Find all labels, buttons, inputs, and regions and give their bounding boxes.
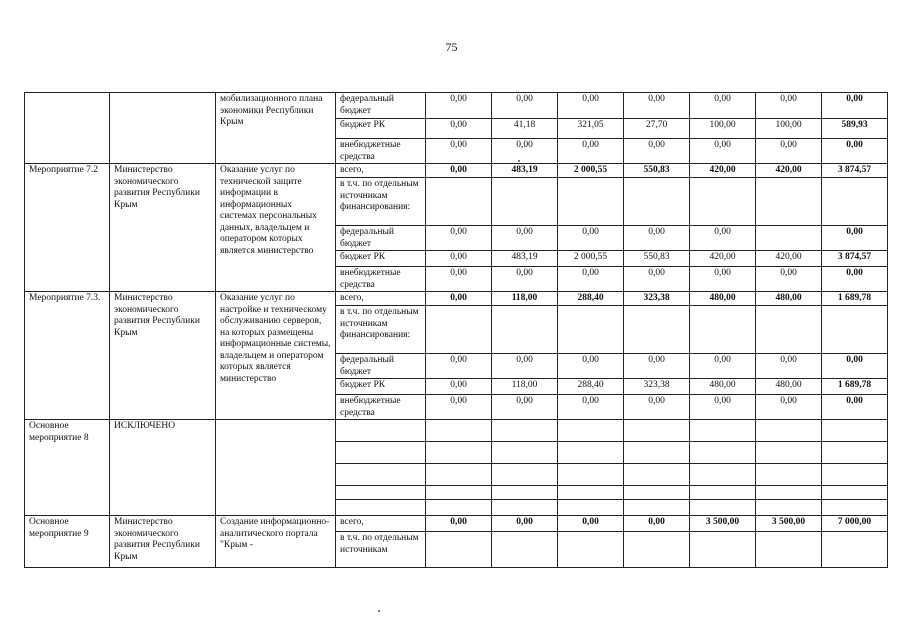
row-executor (110, 93, 216, 164)
value-cell (690, 464, 756, 486)
value-cell: 118,00 (492, 379, 558, 395)
budget-table (24, 92, 888, 568)
value-cell (558, 464, 624, 486)
value-cell (426, 486, 492, 500)
value-cell (756, 306, 822, 354)
table-row (25, 292, 888, 306)
value-cell (756, 442, 822, 464)
funding-source (336, 500, 426, 516)
table-body (25, 93, 888, 568)
value-cell: 480,00 (690, 292, 756, 306)
value-cell (558, 532, 624, 568)
table-row (25, 164, 888, 178)
value-cell: 0,00 (426, 395, 492, 420)
value-cell (624, 532, 690, 568)
value-cell (624, 500, 690, 516)
value-cell: 41,18 (492, 119, 558, 139)
row-code: Основное мероприятие 8 (25, 420, 110, 516)
value-cell: 0,00 (426, 354, 492, 379)
value-cell (492, 532, 558, 568)
scan-speck (378, 610, 380, 612)
value-cell (426, 532, 492, 568)
value-cell (558, 500, 624, 516)
value-cell: 420,00 (756, 251, 822, 267)
value-cell (822, 178, 888, 226)
value-cell: 0,00 (822, 139, 888, 164)
funding-source: федеральный бюджет (336, 93, 426, 119)
value-cell: 480,00 (690, 379, 756, 395)
value-cell (822, 420, 888, 442)
value-cell (756, 464, 822, 486)
funding-source: в т.ч. по отдельным источникам (336, 532, 426, 568)
value-cell (822, 464, 888, 486)
value-cell: 100,00 (756, 119, 822, 139)
value-cell (624, 486, 690, 500)
value-cell: 0,00 (558, 395, 624, 420)
value-cell: 0,00 (558, 354, 624, 379)
value-cell: 0,00 (492, 93, 558, 119)
value-cell: 0,00 (558, 267, 624, 292)
table-row (25, 516, 888, 532)
value-cell: 0,00 (492, 267, 558, 292)
value-cell: 1 689,78 (822, 379, 888, 395)
funding-source: всего, (336, 516, 426, 532)
value-cell (756, 532, 822, 568)
value-cell (624, 306, 690, 354)
value-cell (426, 442, 492, 464)
value-cell: 0,00 (492, 139, 558, 164)
value-cell: 0,00 (756, 395, 822, 420)
value-cell (558, 420, 624, 442)
value-cell: 0,00 (426, 139, 492, 164)
funding-source (336, 486, 426, 500)
value-cell (492, 442, 558, 464)
value-cell (690, 178, 756, 226)
value-cell (492, 464, 558, 486)
value-cell: 0,00 (756, 267, 822, 292)
value-cell: 0,00 (624, 395, 690, 420)
value-cell: 0,00 (690, 395, 756, 420)
row-name: Оказание услуг по технической защите информации в информационных системах персональных данных, владельцем и оператором которых является министерство (216, 164, 336, 292)
value-cell (690, 306, 756, 354)
value-cell (492, 486, 558, 500)
value-cell (624, 178, 690, 226)
funding-source: федеральный бюджет (336, 354, 426, 379)
value-cell (492, 178, 558, 226)
value-cell: 0,00 (426, 119, 492, 139)
funding-source: федеральный бюджет (336, 226, 426, 251)
value-cell: 0,00 (822, 267, 888, 292)
row-executor: ИСКЛЮЧЕНО (110, 420, 216, 516)
value-cell (756, 178, 822, 226)
value-cell (558, 306, 624, 354)
value-cell (690, 532, 756, 568)
value-cell: 100,00 (690, 119, 756, 139)
funding-source: всего, (336, 292, 426, 306)
value-cell (426, 500, 492, 516)
funding-source: бюджет РК (336, 251, 426, 267)
value-cell: 3 874,57 (822, 251, 888, 267)
value-cell: 0,00 (492, 354, 558, 379)
value-cell: 3 500,00 (756, 516, 822, 532)
funding-source: бюджет РК (336, 379, 426, 395)
value-cell: 0,00 (690, 93, 756, 119)
value-cell (624, 420, 690, 442)
row-name: Создание информационно-аналитического портала "Крым - (216, 516, 336, 568)
value-cell: 0,00 (426, 292, 492, 306)
funding-source: внебюджетные средства (336, 395, 426, 420)
table-row (25, 420, 888, 442)
value-cell: 0,00 (426, 164, 492, 178)
value-cell: 0,00 (624, 226, 690, 251)
value-cell: 27,70 (624, 119, 690, 139)
value-cell: 480,00 (756, 292, 822, 306)
value-cell: 0,00 (426, 516, 492, 532)
value-cell (624, 442, 690, 464)
row-executor: Министерство экономического развития Республики Крым (110, 516, 216, 568)
value-cell: 0,00 (426, 93, 492, 119)
funding-source (336, 442, 426, 464)
value-cell: 3 874,57 (822, 164, 888, 178)
value-cell: 118,00 (492, 292, 558, 306)
value-cell: 589,93 (822, 119, 888, 139)
value-cell: 0,00 (822, 395, 888, 420)
value-cell (558, 442, 624, 464)
row-name: мобилизационного плана экономики Республики Крым (216, 93, 336, 164)
value-cell: 0,00 (426, 226, 492, 251)
value-cell: 0,00 (426, 251, 492, 267)
value-cell: 0,00 (624, 267, 690, 292)
value-cell: 0,00 (756, 139, 822, 164)
row-executor: Министерство экономического развития Республики Крым (110, 292, 216, 420)
value-cell: 0,00 (624, 354, 690, 379)
row-code (25, 93, 110, 164)
funding-source (336, 464, 426, 486)
funding-source: всего, (336, 164, 426, 178)
value-cell: 0,00 (690, 267, 756, 292)
value-cell (426, 420, 492, 442)
value-cell: 0,00 (756, 93, 822, 119)
table-row (25, 93, 888, 119)
value-cell (690, 486, 756, 500)
funding-source: в т.ч. по отдельным источникам финансирования: (336, 178, 426, 226)
value-cell: 0,00 (756, 354, 822, 379)
value-cell: 0,00 (624, 516, 690, 532)
value-cell: 480,00 (756, 379, 822, 395)
value-cell: 0,00 (492, 395, 558, 420)
value-cell (822, 500, 888, 516)
value-cell (690, 500, 756, 516)
funding-source: внебюджетные средства (336, 139, 426, 164)
value-cell: 0,00 (624, 139, 690, 164)
funding-source: бюджет РК (336, 119, 426, 139)
value-cell (822, 442, 888, 464)
value-cell: 483,19 (492, 251, 558, 267)
value-cell (756, 420, 822, 442)
value-cell: 0,00 (426, 267, 492, 292)
value-cell (558, 486, 624, 500)
value-cell: 0,00 (822, 226, 888, 251)
row-name: Оказание услуг по настройке и техническому обслуживанию серверов, на которых размещены информационные системы, владельцем и оператором которых является министерство (216, 292, 336, 420)
value-cell: 420,00 (690, 251, 756, 267)
value-cell (756, 486, 822, 500)
value-cell (822, 306, 888, 354)
value-cell: 0,00 (558, 516, 624, 532)
row-executor: Министерство экономического развития Республики Крым (110, 164, 216, 292)
row-code: Мероприятие 7.2 (25, 164, 110, 292)
value-cell: 0,00 (624, 93, 690, 119)
value-cell: 0,00 (426, 379, 492, 395)
value-cell (756, 226, 822, 251)
value-cell: 550,83 (624, 251, 690, 267)
value-cell: 420,00 (756, 164, 822, 178)
row-code: Мероприятие 7.3. (25, 292, 110, 420)
value-cell (492, 420, 558, 442)
value-cell: 2 000,55 (558, 164, 624, 178)
value-cell: 0,00 (492, 226, 558, 251)
value-cell (690, 442, 756, 464)
value-cell: 323,38 (624, 379, 690, 395)
page-number: 75 (445, 40, 458, 54)
value-cell: 0,00 (492, 516, 558, 532)
value-cell: 483,19 (492, 164, 558, 178)
value-cell: 420,00 (690, 164, 756, 178)
value-cell: 0,00 (822, 93, 888, 119)
value-cell: 0,00 (690, 354, 756, 379)
funding-source: внебюджетные средства (336, 267, 426, 292)
scan-speck (518, 160, 520, 162)
value-cell: 323,38 (624, 292, 690, 306)
value-cell: 0,00 (558, 226, 624, 251)
value-cell (822, 532, 888, 568)
value-cell: 0,00 (822, 354, 888, 379)
value-cell: 0,00 (558, 93, 624, 119)
value-cell (690, 420, 756, 442)
value-cell: 288,40 (558, 292, 624, 306)
value-cell: 0,00 (690, 226, 756, 251)
row-name (216, 420, 336, 516)
value-cell (492, 500, 558, 516)
value-cell: 7 000,00 (822, 516, 888, 532)
value-cell (756, 500, 822, 516)
value-cell: 0,00 (690, 139, 756, 164)
value-cell (426, 464, 492, 486)
value-cell: 3 500,00 (690, 516, 756, 532)
value-cell (558, 178, 624, 226)
row-code: Основное мероприятие 9 (25, 516, 110, 568)
value-cell: 288,40 (558, 379, 624, 395)
value-cell: 2 000,55 (558, 251, 624, 267)
value-cell: 321,05 (558, 119, 624, 139)
funding-source: в т.ч. по отдельным источникам финансирования: (336, 306, 426, 354)
value-cell (492, 306, 558, 354)
value-cell (624, 464, 690, 486)
value-cell (426, 306, 492, 354)
value-cell: 1 689,78 (822, 292, 888, 306)
value-cell: 0,00 (558, 139, 624, 164)
value-cell (822, 486, 888, 500)
value-cell: 550,83 (624, 164, 690, 178)
funding-source (336, 420, 426, 442)
value-cell (426, 178, 492, 226)
